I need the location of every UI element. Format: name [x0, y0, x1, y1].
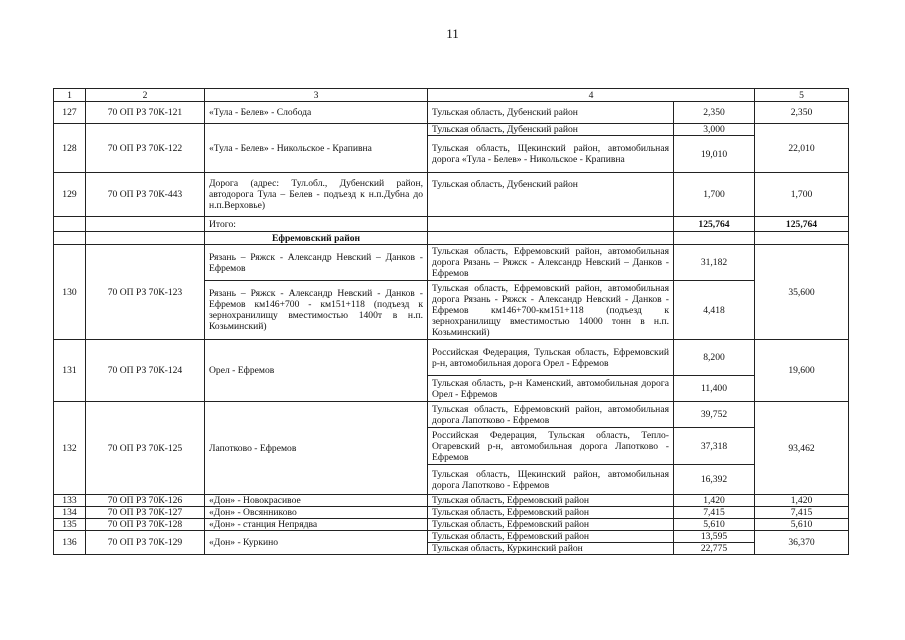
road-name: «Тула - Белев» - Никольское - Крапивна — [205, 124, 428, 173]
empty-cell — [755, 232, 849, 245]
table-row — [54, 531, 849, 543]
location: Тульская область, Ефремовский район — [428, 519, 674, 531]
total-length: 22,010 — [755, 124, 849, 173]
row-number: 134 — [54, 507, 86, 519]
row-number: 136 — [54, 531, 86, 555]
empty-cell — [428, 217, 674, 232]
table-row — [54, 495, 849, 507]
header-cell: 1 — [54, 89, 86, 102]
table-row — [54, 245, 849, 281]
road-name: «Дон» - Новокрасивое — [205, 495, 428, 507]
header-cell: 4 — [428, 89, 755, 102]
location: Тульская область, Ефремовский район — [428, 507, 674, 519]
length: 39,752 — [674, 402, 755, 428]
length: 31,182 — [674, 245, 755, 281]
district-row — [54, 232, 849, 245]
header-row — [54, 89, 849, 102]
road-code: 70 ОП РЗ 70К-126 — [86, 495, 205, 507]
table-row — [54, 519, 849, 531]
length: 4,418 — [674, 281, 755, 340]
road-name: Рязань – Ряжск - Александр Невский – Данков - Ефремов — [205, 245, 428, 281]
location: Тульская область, Ефремовский район, автомобильная дорога Рязань - Ряжск - Александр Невский - Данков - Ефремов км146+700-км151+118 (подъезд к зернохранилищу вместимостью 14000 тонн в н.п. Козьминский) — [428, 281, 674, 340]
district-name: Ефремовский район — [205, 232, 428, 245]
location: Тульская область, Ефремовский район, автомобильная дорога Рязань – Ряжск - Александр Невский – Данков - Ефремов — [428, 245, 674, 281]
length: 2,350 — [674, 102, 755, 124]
road-code: 70 ОП РЗ 70К-129 — [86, 531, 205, 555]
road-name: Лапотково - Ефремов — [205, 402, 428, 495]
length: 7,415 — [674, 507, 755, 519]
total-label: Итого: — [205, 217, 428, 232]
length: 16,392 — [674, 465, 755, 495]
road-code: 70 ОП РЗ 70К-121 — [86, 102, 205, 124]
location: Тульская область, Ефремовский район — [428, 531, 674, 543]
row-number: 135 — [54, 519, 86, 531]
location: Тульская область, Щекинский район, автомобильная дорога Лапотково - Ефремов — [428, 465, 674, 495]
road-code: 70 ОП РЗ 70К-127 — [86, 507, 205, 519]
empty-cell — [54, 217, 86, 232]
length: 3,000 — [674, 124, 755, 136]
location: Тульская область, Щекинский район, автомобильная дорога «Тула - Белев» - Никольское - Крапивна — [428, 136, 674, 173]
roads-table — [53, 88, 849, 555]
empty-cell — [86, 217, 205, 232]
road-code: 70 ОП РЗ 70К-123 — [86, 245, 205, 340]
table-row — [54, 124, 849, 136]
table-row — [54, 340, 849, 376]
length: 1,420 — [674, 495, 755, 507]
location: Тульская область, Дубенский район — [428, 173, 674, 217]
total-row — [54, 217, 849, 232]
location: Российская Федерация, Тульская область, Ефремовский р-н, автомобильная дорога Орел - Ефремов — [428, 340, 674, 376]
road-name: Орел - Ефремов — [205, 340, 428, 402]
length: 5,610 — [674, 519, 755, 531]
row-number: 127 — [54, 102, 86, 124]
road-name: «Тула - Белев» - Слобода — [205, 102, 428, 124]
road-code: 70 ОП РЗ 70К-128 — [86, 519, 205, 531]
table-row — [54, 173, 849, 217]
length: 8,200 — [674, 340, 755, 376]
header-cell: 2 — [86, 89, 205, 102]
total-length: 93,462 — [755, 402, 849, 495]
total-length: 7,415 — [755, 507, 849, 519]
total-length: 35,600 — [755, 245, 849, 340]
row-number: 128 — [54, 124, 86, 173]
location: Тульская область, Дубенский район — [428, 102, 674, 124]
road-name: Рязань – Ряжск - Александр Невский - Данков - Ефремов км146+700 - км151+118 (подъезд к зернохранилищу вместимостью 1400т в н.п. Козьминский) — [205, 281, 428, 340]
header-cell: 5 — [755, 89, 849, 102]
road-code: 70 ОП РЗ 70К-125 — [86, 402, 205, 495]
total-length: 19,600 — [755, 340, 849, 402]
header-cell: 3 — [205, 89, 428, 102]
length: 37,318 — [674, 428, 755, 465]
location: Тульская область, Куркинский район — [428, 543, 674, 555]
table-row — [54, 507, 849, 519]
total-length: 1,420 — [755, 495, 849, 507]
total-length: 1,700 — [755, 173, 849, 217]
page-number: 11 — [446, 26, 459, 41]
length: 11,400 — [674, 376, 755, 402]
location: Тульская область, Ефремовский район, автомобильная дорога Лапотково - Ефремов — [428, 402, 674, 428]
grand-total: 125,764 — [755, 217, 849, 232]
length: 13,595 — [674, 531, 755, 543]
row-number: 130 — [54, 245, 86, 340]
road-name: «Дон» - Куркино — [205, 531, 428, 555]
road-code: 70 ОП РЗ 70К-124 — [86, 340, 205, 402]
location: Тульская область, Дубенский район — [428, 124, 674, 136]
total-length: 36,370 — [755, 531, 849, 555]
empty-cell — [54, 232, 86, 245]
empty-cell — [674, 232, 755, 245]
row-number: 129 — [54, 173, 86, 217]
total-length: 5,610 — [755, 519, 849, 531]
location: Тульская область, Ефремовский район — [428, 495, 674, 507]
table-row — [54, 102, 849, 124]
road-name: Дорога (адрес: Тул.обл., Дубенский район, автодорога Тула – Белев - подъезд к н.п.Дубна до н.п.Верховье) — [205, 173, 428, 217]
empty-cell — [86, 232, 205, 245]
empty-cell — [428, 232, 674, 245]
road-code: 70 ОП РЗ 70К-443 — [86, 173, 205, 217]
row-number: 133 — [54, 495, 86, 507]
length: 1,700 — [674, 173, 755, 217]
row-number: 131 — [54, 340, 86, 402]
length: 19,010 — [674, 136, 755, 173]
location: Тульская область, р-н Каменский, автомобильная дорога Орел - Ефремов — [428, 376, 674, 402]
total-length-sum: 125,764 — [674, 217, 755, 232]
total-length: 2,350 — [755, 102, 849, 124]
road-name: «Дон» - Овсянниково — [205, 507, 428, 519]
road-name: «Дон» - станция Непрядва — [205, 519, 428, 531]
row-number: 132 — [54, 402, 86, 495]
table-row — [54, 402, 849, 428]
length: 22,775 — [674, 543, 755, 555]
road-code: 70 ОП РЗ 70К-122 — [86, 124, 205, 173]
location: Российская Федерация, Тульская область, Тепло-Огаревский р-н, автомобильная дорога Лапотково - Ефремов — [428, 428, 674, 465]
